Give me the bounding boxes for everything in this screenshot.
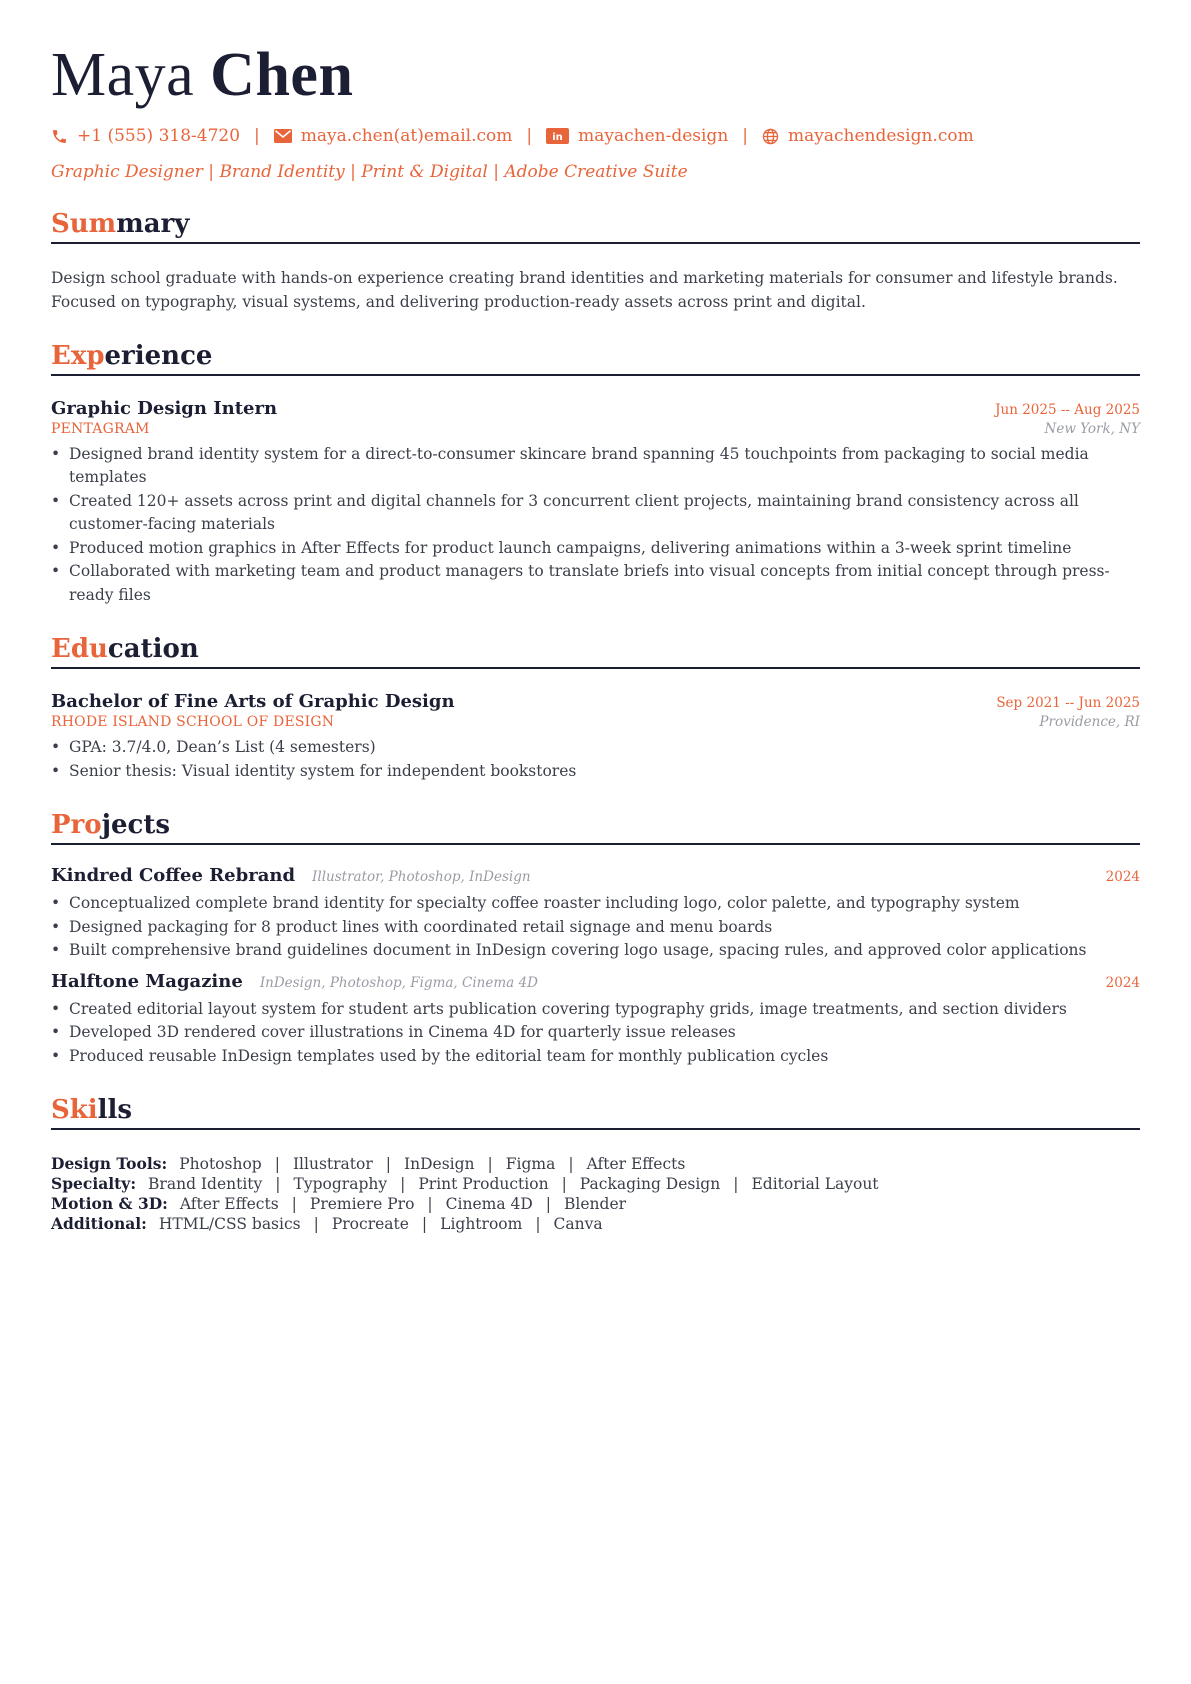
project-entry	[51, 971, 1140, 1069]
contact-bar	[51, 126, 1140, 146]
section-title-projects	[51, 811, 1140, 845]
section-title-rest: erience	[104, 340, 213, 371]
section-title-accent: Sum	[51, 209, 117, 239]
contact-phone[interactable]	[51, 126, 240, 146]
website-text: mayachendesign.com	[788, 126, 974, 146]
project-tools: Illustrator, Photoshop, InDesign	[312, 869, 531, 886]
skill-row-specialty: Specialty: Brand Identity | Typography | Print Production | Packaging Design | Editorial Layout	[51, 1173, 879, 1193]
bullet-item: • Designed packaging for 8 product lines with coordinated retail signage and menu boards	[51, 916, 1140, 940]
section-title-rest: lls	[97, 1095, 133, 1126]
skill-item: Lightroom	[440, 1214, 523, 1233]
skill-label: Design Tools:	[51, 1153, 168, 1173]
section-title-rest: jects	[101, 810, 171, 841]
contact-separator: |	[742, 126, 748, 146]
section-title-accent: Exp	[51, 340, 105, 371]
education-section	[51, 635, 1140, 783]
phone-icon	[51, 128, 68, 145]
bullet-item: • Created editorial layout system for student arts publication covering typography grids, image treatments, and section dividers	[51, 998, 1140, 1022]
skill-item: Figma	[505, 1154, 556, 1173]
section-title-education	[51, 635, 1140, 669]
projects-section	[51, 811, 1140, 1068]
contact-website[interactable]	[762, 126, 974, 146]
skill-item: Cinema 4D	[445, 1194, 533, 1213]
job-location: New York, NY	[1044, 420, 1140, 437]
skill-item: Premiere Pro	[309, 1194, 415, 1213]
skills-list	[51, 1154, 1140, 1234]
project-tools: InDesign, Photoshop, Figma, Cinema 4D	[259, 974, 538, 991]
skill-label: Additional:	[51, 1213, 147, 1233]
education-bullets	[51, 736, 1140, 783]
section-title-accent: Pro	[51, 810, 102, 841]
skill-item: Print Production	[418, 1174, 549, 1193]
skill-item: Editorial Layout	[751, 1174, 879, 1193]
skill-row-motion-3d: Motion & 3D: After Effects | Premiere Pro | Cinema 4D | Blender	[51, 1193, 627, 1213]
job-dates: Jun 2025 -- Aug 2025	[995, 401, 1140, 418]
contact-separator: |	[526, 126, 533, 146]
section-title-accent: Edu	[51, 634, 108, 665]
experience-entry	[51, 398, 1140, 608]
skill-item: Packaging Design	[579, 1174, 721, 1193]
job-bullets	[51, 443, 1140, 608]
linkedin-text: mayachen-design	[578, 126, 729, 146]
summary-section	[51, 210, 1140, 314]
bullet-item: • Conceptualized complete brand identity for specialty coffee roaster including logo, color palette, and typography system	[51, 892, 1140, 916]
section-title-experience	[51, 342, 1140, 376]
skill-label: Motion & 3D:	[51, 1193, 168, 1213]
project-bullets	[51, 998, 1140, 1069]
school-name: RHODE ISLAND SCHOOL OF DESIGN	[51, 714, 335, 731]
summary-text: Design school graduate with hands-on experience creating brand identities and marketing materials for consumer and lifestyle brands. Focused on typography, visual systems, and delivering production-ready assets across print and digital.	[51, 268, 1118, 311]
project-year: 2024	[1105, 974, 1140, 991]
section-title-accent: Ski	[51, 1095, 98, 1126]
bullet-item: • Produced reusable InDesign templates used by the editorial team for monthly publication cycles	[51, 1045, 1140, 1069]
education-entry	[51, 691, 1140, 783]
last-name: Chen	[210, 41, 354, 109]
bullet-item: • Collaborated with marketing team and product managers to translate briefs into visual concepts from initial concept through press-ready files	[51, 560, 1140, 607]
tagline: Graphic Designer | Brand Identity | Print & Digital | Adobe Creative Suite	[51, 162, 688, 182]
experience-section	[51, 342, 1140, 607]
skill-item: After Effects	[586, 1154, 686, 1173]
first-name: Maya	[51, 41, 195, 109]
skill-item: Illustrator	[292, 1154, 373, 1173]
candidate-name	[51, 41, 1140, 109]
bullet-item: • Created 120+ assets across print and digital channels for 3 concurrent client projects, maintaining brand consistency across all customer-facing materials	[51, 490, 1140, 537]
job-title: Graphic Design Intern	[51, 397, 278, 419]
envelope-icon	[274, 129, 292, 143]
globe-icon	[762, 128, 779, 145]
section-title-skills	[51, 1096, 1140, 1130]
education-dates: Sep 2021 -- Jun 2025	[996, 695, 1140, 712]
section-title-rest: cation	[107, 634, 199, 665]
section-title-summary	[51, 210, 1140, 244]
bullet-item: • GPA: 3.7/4.0, Dean’s List (4 semesters)	[51, 736, 1140, 760]
contact-separator: |	[254, 126, 260, 146]
bullet-item: • Senior thesis: Visual identity system for independent bookstores	[51, 760, 1140, 784]
phone-text: +1 (555) 318-4720	[77, 126, 241, 146]
skill-item: InDesign	[404, 1154, 475, 1173]
contact-email[interactable]	[274, 126, 513, 146]
project-entry	[51, 865, 1140, 963]
skill-label: Specialty:	[51, 1173, 137, 1193]
school-location: Providence, RI	[1039, 714, 1140, 731]
project-title: Kindred Coffee Rebrand	[51, 865, 296, 887]
skill-item: Blender	[564, 1194, 627, 1213]
skills-section	[51, 1096, 1140, 1234]
bullet-item: • Designed brand identity system for a direct-to-consumer skincare brand spanning 45 touchpoints from packaging to social media templates	[51, 443, 1140, 490]
skill-item: Photoshop	[179, 1154, 262, 1173]
project-year: 2024	[1105, 869, 1140, 886]
skill-row-additional: Additional: HTML/CSS basics | Procreate | Lightroom | Canva	[51, 1213, 603, 1233]
bullet-item: • Developed 3D rendered cover illustrations in Cinema 4D for quarterly issue releases	[51, 1021, 1140, 1045]
bullet-item: • Built comprehensive brand guidelines document in InDesign covering logo usage, spacing rules, and approved color applications	[51, 939, 1140, 963]
skill-item: Brand Identity	[148, 1174, 263, 1193]
skill-row-design-tools: Design Tools: Photoshop | Illustrator | InDesign | Figma | After Effects	[51, 1153, 686, 1173]
bullet-item: • Produced motion graphics in After Effects for product launch campaigns, delivering animations within a 3-week sprint timeline	[51, 537, 1140, 561]
skill-item: Procreate	[331, 1214, 409, 1233]
degree-title: Bachelor of Fine Arts of Graphic Design	[51, 691, 455, 713]
skill-item: After Effects	[179, 1194, 279, 1213]
project-title: Halftone Magazine	[51, 970, 243, 992]
linkedin-icon	[546, 128, 569, 144]
skill-item: Canva	[553, 1214, 603, 1233]
contact-linkedin[interactable]	[546, 126, 728, 146]
svg-text:in: in	[552, 132, 563, 143]
project-bullets	[51, 892, 1140, 963]
skill-item: Typography	[293, 1174, 388, 1193]
email-text: maya.chen(at)email.com	[300, 126, 513, 146]
skill-item: HTML/CSS basics	[158, 1214, 301, 1233]
section-title-rest: mary	[116, 209, 190, 239]
employer-name: PENTAGRAM	[51, 420, 150, 437]
